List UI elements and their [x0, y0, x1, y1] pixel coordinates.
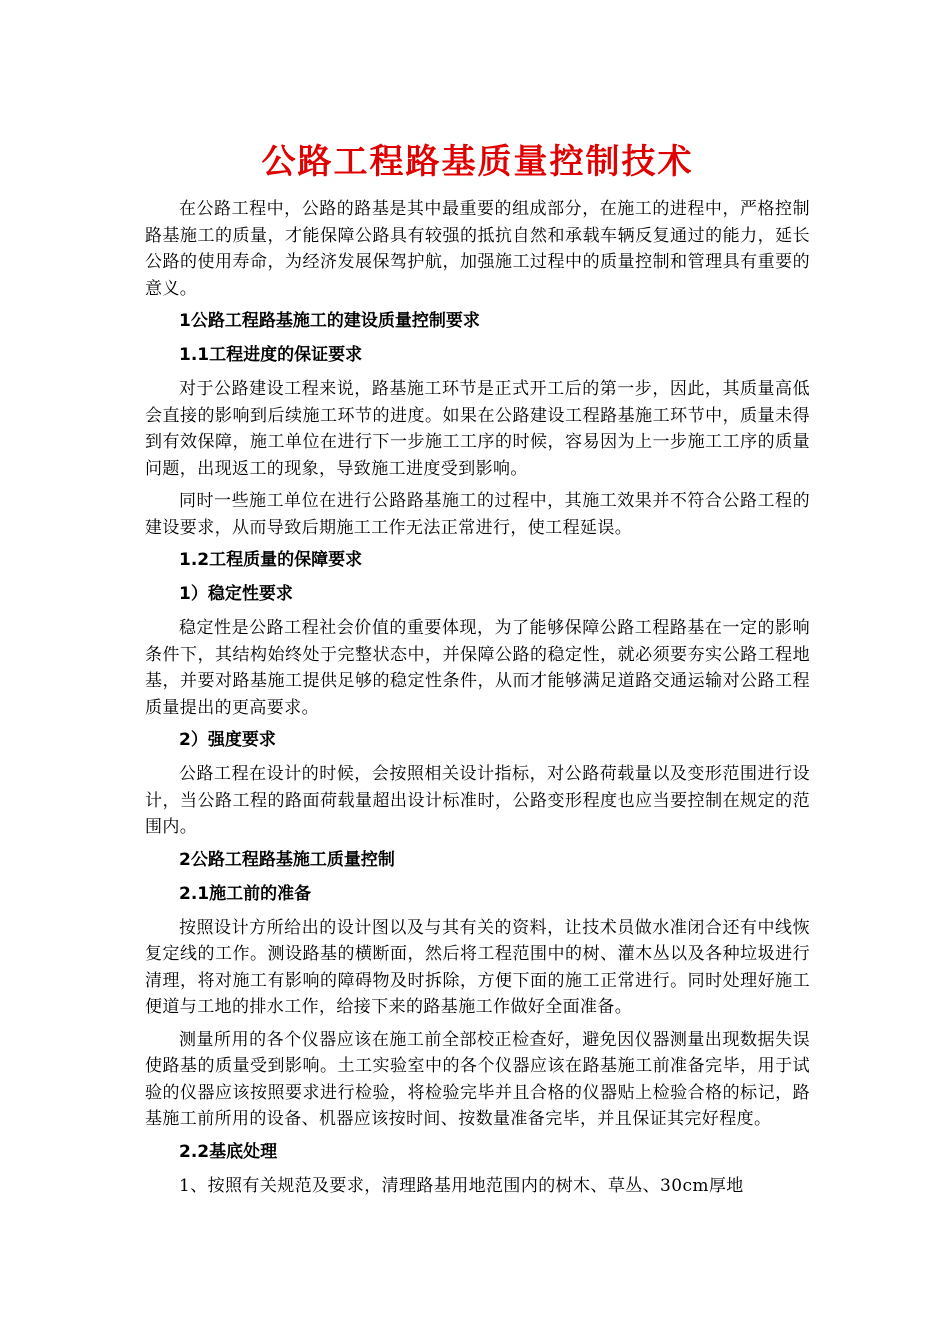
section-heading: 2）强度要求: [179, 730, 276, 750]
paragraph: 测量所用的各个仪器应该在施工前全部校正检查好，避免因仪器测量出现数据失误使路基的质量受到影响。土工实验室中的各个仪器应该在路基施工前准备完毕，用于试验的仪器应该按照要求进行检验，将检验完毕并且合格的仪器贴上检验合格的标记，路基施工前所用的设备、机器应该按时间、按数量准备完毕，并且保证其完好程度。: [145, 1029, 810, 1129]
section-heading: 1公路工程路基施工的建设质量控制要求: [179, 311, 480, 331]
paragraph: 1、按照有关规范及要求，清理路基用地范围内的树木、草丛、30cm厚地: [179, 1175, 744, 1196]
document-body: [145, 196, 810, 1199]
section-heading: 2公路工程路基施工质量控制: [179, 849, 395, 870]
document-title: 公路工程路基质量控制技术: [261, 142, 694, 182]
paragraph: 在公路工程中，公路的路基是其中最重要的组成部分，在施工的进程中，严格控制路基施工的质量，才能保障公路具有较强的抵抗自然和承载车辆反复通过的能力，延长公路的使用寿命，为经济发展保驾护航，加强施工过程中的质量控制和管理具有重要的意义。: [145, 199, 810, 299]
section-heading: 1.1工程进度的保证要求: [179, 345, 363, 365]
paragraph: 稳定性是公路工程社会价值的重要体现，为了能够保障公路工程路基在一定的影响条件下，其结构始终处于完整状态中，并保障公路的稳定性，就必须要夯实公路工程地基，并要对路基施工提供足够的稳定性条件，从而才能够满足道路交通运输对公路工程质量提出的更高要求。: [145, 618, 810, 718]
section-heading: 1.2工程质量的保障要求: [179, 550, 363, 570]
paragraph: 公路工程在设计的时候，会按照相关设计指标，对公路荷载量以及变形范围进行设计，当公路工程的路面荷载量超出设计标准时，公路变形程度也应当要控制在规定的范围内。: [145, 764, 810, 837]
section-heading: 1）稳定性要求: [179, 584, 293, 604]
section-heading: 2.2基底处理: [179, 1141, 278, 1162]
paragraph: 对于公路建设工程来说，路基施工环节是正式开工后的第一步，因此，其质量高低会直接的影响到后续施工环节的进度。如果在公路建设工程路基施工环节中，质量未得到有效保障，施工单位在进行下一步施工工序的时候，容易因为上一步施工工序的质量问题，出现返工的现象，导致施工进度受到影响。: [145, 379, 810, 479]
paragraph: 同时一些施工单位在进行公路路基施工的过程中，其施工效果并不符合公路工程的建设要求，从而导致后期施工工作无法正常进行，使工程延误。: [145, 491, 810, 538]
paragraph: 按照设计方所给出的设计图以及与其有关的资料，让技术员做水准闭合还有中线恢复定线的工作。测设路基的横断面，然后将工程范围中的树、灌木丛以及各种垃圾进行清理，将对施工有影响的障碍物及时拆除，方便下面的施工正常进行。同时处理好施工便道与工地的排水工作，给接下来的路基施工作做好全面准备。: [145, 917, 810, 1017]
section-heading: 2.1施工前的准备: [179, 883, 312, 904]
